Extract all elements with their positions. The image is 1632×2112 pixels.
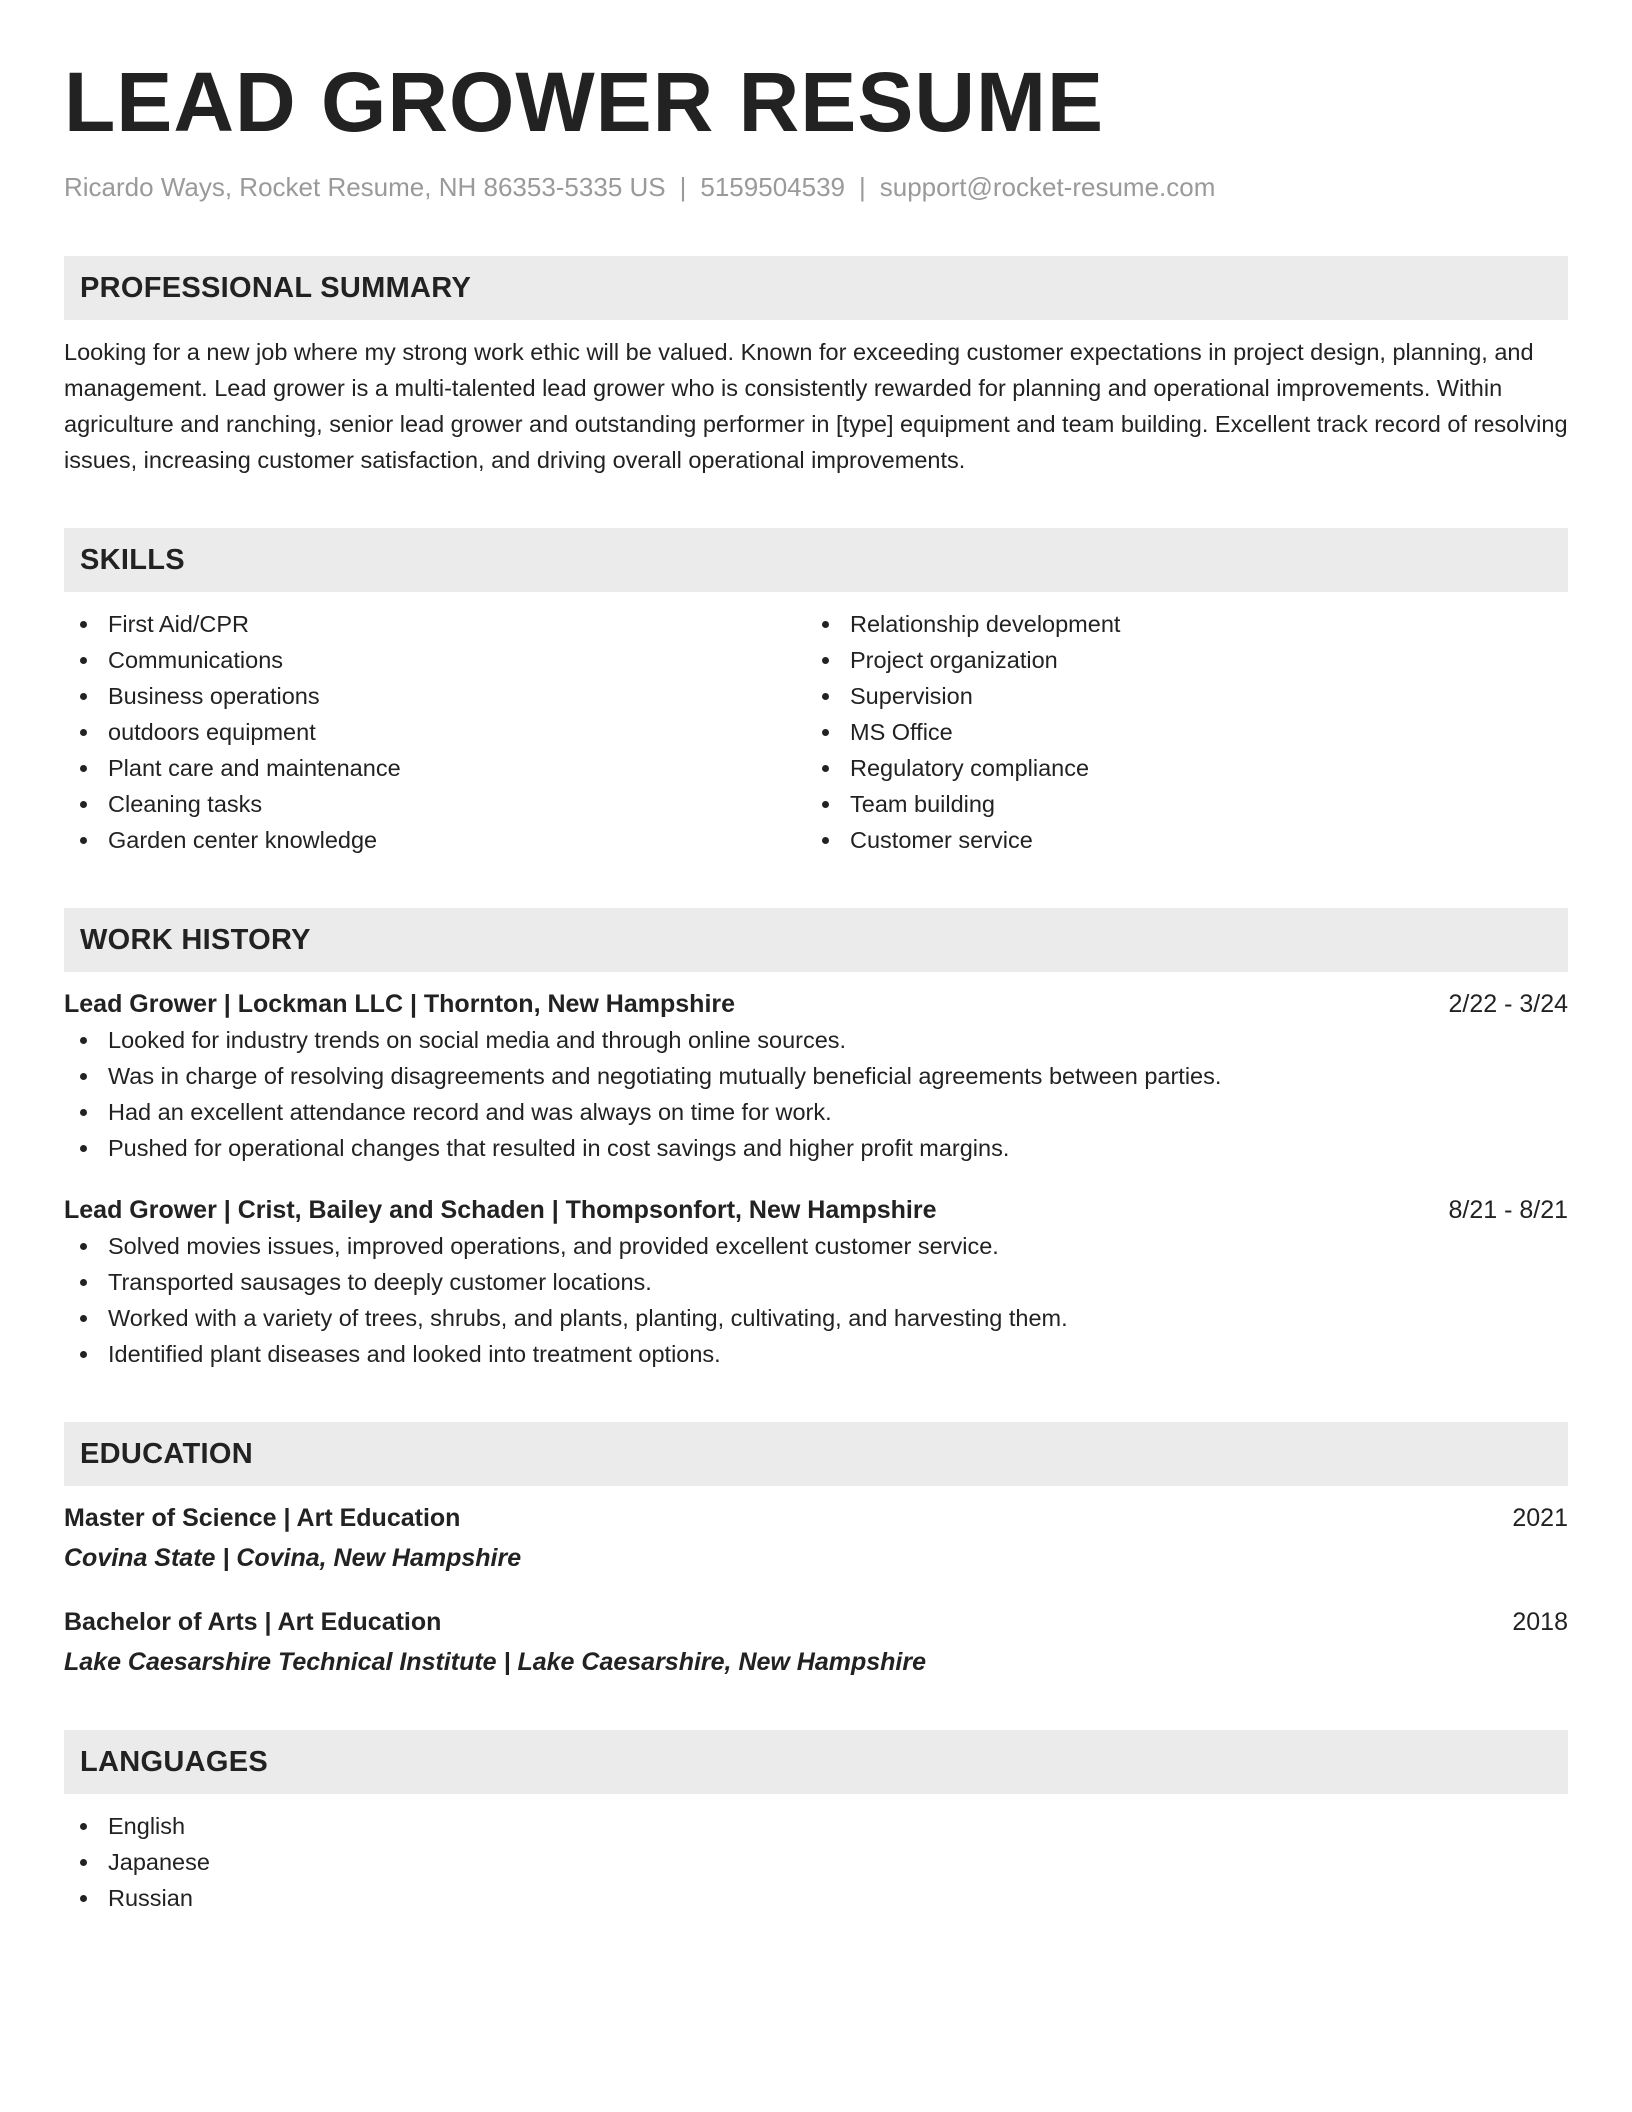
education-degree: Bachelor of Arts | Art Education — [64, 1608, 442, 1636]
summary-section — [64, 256, 1568, 478]
education-degree: Master of Science | Art Education — [64, 1504, 461, 1532]
contact-separator: | — [859, 172, 866, 202]
skill-item: Supervision — [806, 678, 1568, 714]
job-title: Lead Grower | Lockman LLC | Thornton, New Hampshire — [64, 990, 736, 1018]
skill-item: Relationship development — [806, 606, 1568, 642]
job-bullet: Looked for industry trends on social media and through online sources. — [64, 1022, 1568, 1058]
job-bullet: Pushed for operational changes that resulted in cost savings and higher profit margins. — [64, 1130, 1568, 1166]
education-year: 2018 — [1512, 1608, 1568, 1636]
job-dates: 8/21 - 8/21 — [1448, 1196, 1568, 1224]
education-section — [64, 1422, 1568, 1680]
skill-item: Cleaning tasks — [64, 786, 806, 822]
resume-title: LEAD GROWER RESUME — [64, 55, 1105, 149]
skills-right-column — [806, 606, 1568, 858]
education-school: Covina State | Covina, New Hampshire — [64, 1544, 522, 1572]
work-history-heading: WORK HISTORY — [64, 908, 1568, 972]
contact-phone: 5159504539 — [700, 172, 845, 202]
contact-address: Ricardo Ways, Rocket Resume, NH 86353-5335 US — [64, 172, 666, 202]
skill-item: outdoors equipment — [64, 714, 806, 750]
skills-left-column — [64, 606, 806, 858]
job-title: Lead Grower | Crist, Bailey and Schaden | Thompsonfort, New Hampshire — [64, 1196, 937, 1224]
job-entry — [64, 1192, 1568, 1372]
skill-item: Team building — [806, 786, 1568, 822]
job-bullets — [64, 1022, 1568, 1166]
skill-item: MS Office — [806, 714, 1568, 750]
education-entry — [64, 1604, 1568, 1680]
job-bullets — [64, 1228, 1568, 1372]
education-heading: EDUCATION — [64, 1422, 1568, 1486]
skills-heading: SKILLS — [64, 528, 1568, 592]
skill-item: Communications — [64, 642, 806, 678]
language-item: Japanese — [64, 1844, 1568, 1880]
skills-grid — [64, 592, 1568, 858]
summary-text: Looking for a new job where my strong work ethic will be valued. Known for exceeding customer expectations in project design, planning, and management. Lead grower is a multi-talented lead grower who is consistently rewarded for planning and operational improvements. Within agriculture and ranching, senior lead grower and outstanding performer in [type] equipment and team building. Excellent track record of resolving issues, increasing customer satisfaction, and driving overall operational improvements. — [64, 339, 1568, 473]
job-bullet: Transported sausages to deeply customer locations. — [64, 1264, 1568, 1300]
languages-heading: LANGUAGES — [64, 1730, 1568, 1794]
contact-email: support@rocket-resume.com — [879, 172, 1216, 202]
education-entry — [64, 1500, 1568, 1576]
skill-item: First Aid/CPR — [64, 606, 806, 642]
language-item: English — [64, 1808, 1568, 1844]
job-dates: 2/22 - 3/24 — [1448, 990, 1568, 1018]
skills-section — [64, 528, 1568, 858]
job-bullet: Solved movies issues, improved operations, and provided excellent customer service. — [64, 1228, 1568, 1264]
contact-line — [64, 170, 1568, 204]
job-bullet: Was in charge of resolving disagreements and negotiating mutually beneficial agreements between parties. — [64, 1058, 1568, 1094]
job-bullet: Worked with a variety of trees, shrubs, and plants, planting, cultivating, and harvesting them. — [64, 1300, 1568, 1336]
work-history-section — [64, 908, 1568, 1372]
job-bullet: Had an excellent attendance record and was always on time for work. — [64, 1094, 1568, 1130]
skill-item: Plant care and maintenance — [64, 750, 806, 786]
skill-item: Regulatory compliance — [806, 750, 1568, 786]
summary-heading: PROFESSIONAL SUMMARY — [64, 256, 1568, 320]
contact-separator: | — [679, 172, 687, 202]
languages-section — [64, 1730, 1568, 1916]
education-year: 2021 — [1512, 1504, 1568, 1532]
job-bullet: Identified plant diseases and looked into treatment options. — [64, 1336, 1568, 1372]
education-school: Lake Caesarshire Technical Institute | Lake Caesarshire, New Hampshire — [64, 1648, 926, 1676]
skill-item: Garden center knowledge — [64, 822, 806, 858]
language-item: Russian — [64, 1880, 1568, 1916]
skill-item: Business operations — [64, 678, 806, 714]
skill-item: Customer service — [806, 822, 1568, 858]
skill-item: Project organization — [806, 642, 1568, 678]
job-entry — [64, 986, 1568, 1166]
languages-list — [64, 1808, 1568, 1916]
